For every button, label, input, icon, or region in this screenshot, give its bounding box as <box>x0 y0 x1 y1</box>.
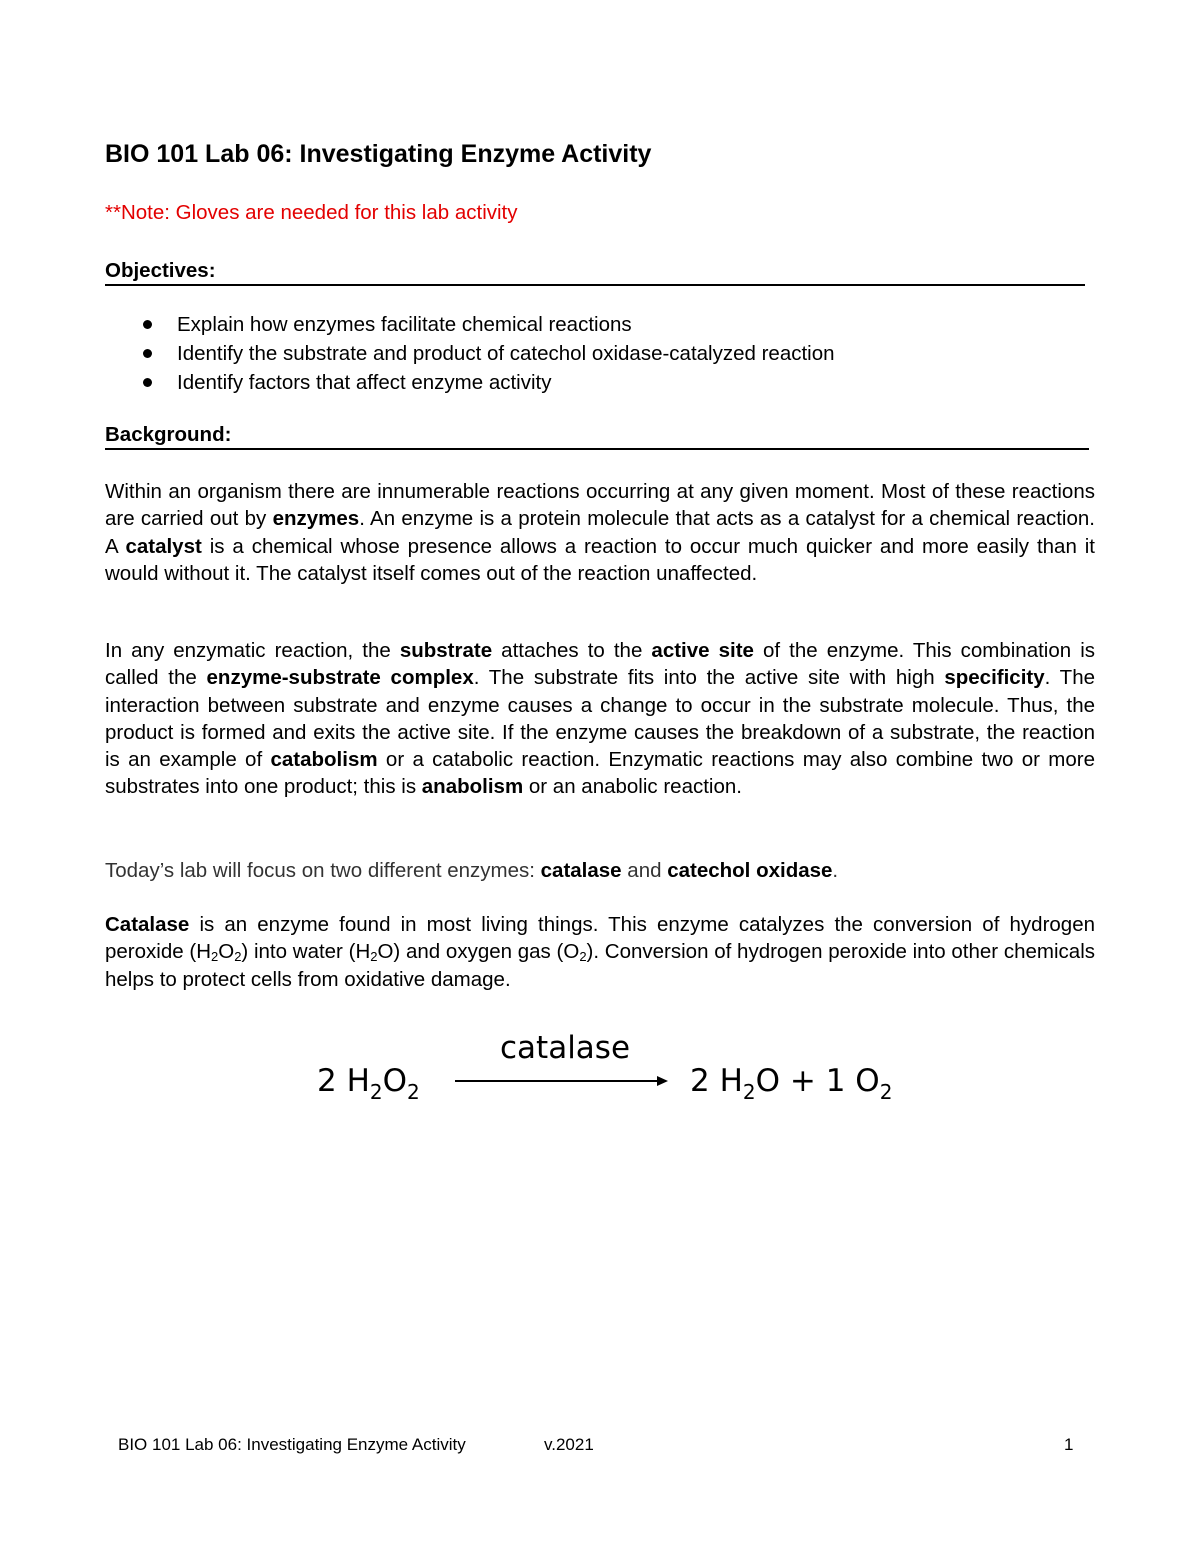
background-paragraph-2: In any enzymatic reaction, the substrate attaches to the active site of the enzyme. This combination is called the enzyme-substrate complex. The substrate fits into the active site with high specificity. The interaction between substrate and enzyme causes a change to occur in the substrate molecule. Thus, the product is formed and exits the active site. If the enzyme causes the breakdown of a substrate, the reaction is an example of catabolism or a catabolic reaction. Enzymatic reactions may also combine two or more substrates into one product; this is anabolism or an anabolic reaction. <box>105 639 1096 799</box>
gloves-note: **Note: Gloves are needed for this lab activity <box>105 201 518 224</box>
enzymes-intro: Today’s lab will focus on two different enzymes: catalase and catechol oxidase. <box>105 859 839 882</box>
footer-title: BIO 101 Lab 06: Investigating Enzyme Activity <box>118 1435 466 1454</box>
catalase-equation <box>0 1030 1200 1120</box>
page-footer <box>118 1435 1078 1455</box>
objectives-list <box>105 310 835 397</box>
document-title: BIO 101 Lab 06: Investigating Enzyme Activity <box>105 140 652 168</box>
page-number: 1 <box>1064 1435 1074 1454</box>
list-item: Identify the substrate and product of catechol oxidase-catalyzed reaction <box>105 339 835 368</box>
list-item: Identify factors that affect enzyme activity <box>105 368 835 397</box>
bullet-icon <box>143 378 152 387</box>
reaction-arrow-icon <box>455 1075 670 1087</box>
background-heading: Background: <box>105 423 1089 450</box>
bullet-icon <box>143 320 152 329</box>
equation-enzyme-label: catalase <box>500 1030 631 1066</box>
list-item: Explain how enzymes facilitate chemical reactions <box>105 310 835 339</box>
objectives-heading: Objectives: <box>105 259 1085 286</box>
background-paragraph-1: Within an organism there are innumerable reactions occurring at any given moment. Most of these reactions are carried out by enzymes. An enzyme is a protein molecule that acts as a catalyst for a chemical reaction. A catalyst is a chemical whose presence allows a reaction to occur much quicker and more easily than it would without it. The catalyst itself comes out of the reaction unaffected. <box>105 480 1095 585</box>
footer-version: v.2021 <box>544 1435 594 1454</box>
equation-products: 2 $H_2O + 1$ $O_2$ <box>690 1063 893 1104</box>
equation-reactant: 2 $H_2O_2$ <box>317 1063 420 1104</box>
bullet-icon <box>143 349 152 358</box>
catalase-paragraph: Catalase is an enzyme found in most living things. This enzyme catalyzes the conversion of hydrogen peroxide $(H_2O_2)$ into water $(H_2O)$ and oxygen gas $(O_2)$. Conversion of hydrogen peroxide into other chemicals helps to protect cells from oxidative damage. <box>105 913 1095 991</box>
